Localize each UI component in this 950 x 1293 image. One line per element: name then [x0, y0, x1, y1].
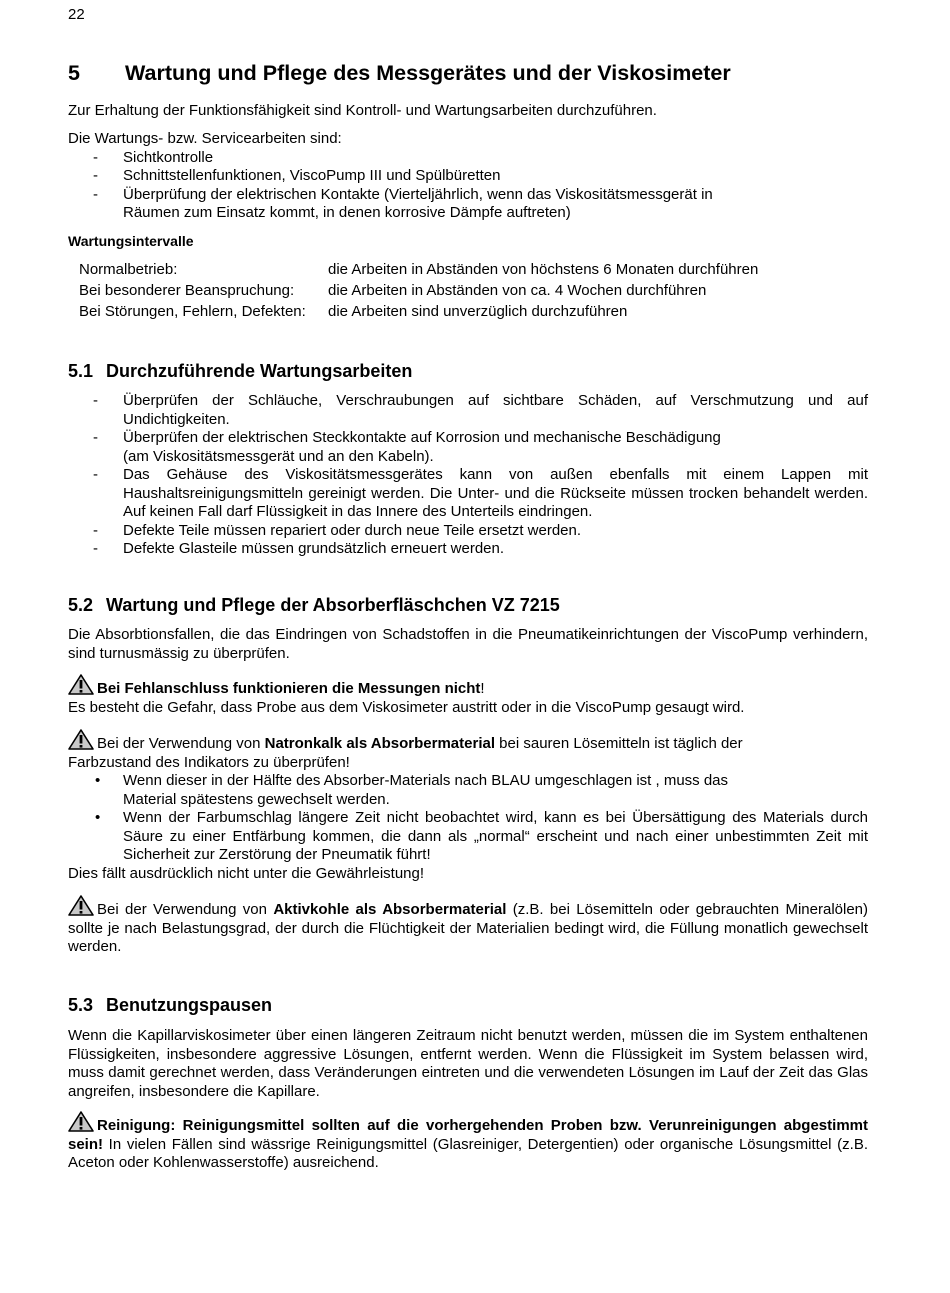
table-row: Bei besonderer Beanspruchung: die Arbeiten in Abständen von ca. 4 Wochen durchführen	[79, 282, 707, 299]
table-row: Normalbetrieb: die Arbeiten in Abständen von höchstens 6 Monaten durchführen	[79, 261, 759, 278]
warning-triangle-icon	[68, 674, 94, 695]
warning-reinigung: Reinigung: Reinigungsmittel sollten auf die vorhergehenden Proben bzw. Verunreinigungen abgestimmt sein! In vielen Fällen sind wässrige Reinigungsmittel (Glasreiniger, Detergentien) oder organische Lösungsmittel (z.B. Aceton oder Kohlenwasserstoffe) ausreichend.	[68, 1111, 868, 1173]
warning-aktivkohle: Bei der Verwendung von Aktivkohle als Absorbermaterial (z.B. bei Lösemitteln oder gebrauchten Mineralölen) sollte je nach Belastungsgrad, der durch die Flüchtigkeit der Materialien bedingt wird, die Füllung monatlich gewechselt werden.	[68, 895, 868, 957]
maintenance-list	[68, 392, 868, 559]
service-intro: Die Wartungs- bzw. Servicearbeiten sind:	[68, 130, 342, 147]
intro-paragraph: Zur Erhaltung der Funktionsfähigkeit sind Kontroll- und Wartungsarbeiten durchzuführen.	[68, 102, 657, 119]
warning-fehlanschluss: Bei Fehlanschluss funktionieren die Messungen nicht! Es besteht die Gefahr, dass Probe aus dem Viskosimeter austritt oder in die ViscoPump gesaugt wird.	[68, 674, 868, 717]
page-number: 22	[68, 6, 85, 23]
list-item: - Defekte Glasteile müssen grundsätzlich erneuert werden.	[93, 540, 505, 557]
list-item: • Wenn der Farbumschlag längere Zeit nicht beobachtet wird, kann es bei Übersättigung des Materials durch Säure zu einer Entfärbung kommen, die dann als „normal“ erscheint und nach einer unbestimmten Zeit mit Sicherheit zur Zerstörung der Pneumatik führt!	[95, 809, 868, 863]
natronkalk-bullets	[68, 772, 868, 865]
list-item: - Überprüfung der elektrischen Kontakte (Vierteljährlich, wenn das Viskositätsmessgerät in Räumen zum Einsatz kommt, in denen korrosive Dämpfe auftreten)	[93, 185, 713, 221]
list-item: - Schnittstellenfunktionen, ViscoPump III und Spülbüretten	[93, 167, 501, 184]
list-item: - Sichtkontrolle	[93, 148, 214, 166]
warning-triangle-icon	[68, 1111, 94, 1132]
warning-triangle-icon	[68, 729, 94, 750]
warning-natronkalk: Bei der Verwendung von Natronkalk als Absorbermaterial bei sauren Lösemitteln ist täglich der Farbzustand des Indikators zu überprüfen! • Wenn dieser in der Hälfte des Absorber-Materials nach BLAU umgeschlagen ist , muss das Material spätestens gewechselt werden. • Wenn der Farbumschlag längere Zeit nicht beobachtet wird, kann es bei Übersättigung des Materials durch Säure zu einer Entfärbung kommen, die dann als „normal“ erscheint und nach einer unbestimmten Zeit mit Sicherheit zur Zerstörung der Pneumatik führt! Dies fällt ausdrücklich nicht unter die Gewährleistung!	[68, 729, 868, 883]
table-row: Bei Störungen, Fehlern, Defekten: die Arbeiten sind unverzüglich durchzuführen	[79, 303, 628, 320]
section-heading-5-1: 5.1 Durchzuführende Wartungsarbeiten	[68, 361, 413, 381]
list-item: - Defekte Teile müssen repariert oder durch neue Teile ersetzt werden.	[93, 521, 582, 539]
section-heading-5-3: 5.3 Benutzungspausen	[68, 995, 273, 1015]
intervals-heading: Wartungsintervalle	[68, 233, 194, 249]
pauses-paragraph: Wenn die Kapillarviskosimeter über einen längeren Zeitraum nicht benutzt werden, müssen die im System enthaltenen Flüssigkeiten, insbesondere aggressive Lösungen, entfernt werden. Wenn die Flüssigkeit im System belassen wird, muss damit gerechnet werden, dass Veränderungen eintreten und die verwendeten Lösungen im Lauf der Zeit das Glas angreifen, insbesondere die Kapillare.	[68, 1027, 868, 1100]
chapter-title: Wartung und Pflege des Messgerätes und der Viskosimeter	[125, 61, 731, 85]
list-item: - Überprüfen der elektrischen Steckkontakte auf Korrosion und mechanische Beschädigung (am Viskositätsmessgerät und an den Kabeln).	[93, 429, 721, 465]
service-section	[68, 130, 868, 223]
list-item: - Überprüfen der Schläuche, Verschraubungen auf sichtbare Schäden, auf Verschmutzung und auf Undichtigkeiten.	[93, 392, 868, 428]
warranty-note: Dies fällt ausdrücklich nicht unter die Gewährleistung!	[68, 864, 425, 882]
section-heading-5-2: 5.2 Wartung und Pflege der Absorberfläschchen VZ 7215	[68, 595, 560, 615]
chapter-heading	[68, 61, 731, 86]
chapter-number: 5	[68, 61, 80, 85]
intervals-table	[68, 261, 758, 324]
service-list	[68, 149, 868, 223]
list-item: - Das Gehäuse des Viskositätsmessgerätes kann von außen ebenfalls mit einem Lappen mit Haushaltsreinigungsmitteln gereinigt werden. Die Unter- und die Rückseite müssen trocken behandelt werden. Auf keinen Fall darf Flüssigkeit in das Innere des Unterteils eindringen.	[93, 466, 868, 520]
list-item: • Wenn dieser in der Hälfte des Absorber-Materials nach BLAU umgeschlagen ist , muss das Material spätestens gewechselt werden.	[95, 772, 729, 808]
absorber-intro: Die Absorbtionsfallen, die das Eindringen von Schadstoffen in die Pneumatikeinrichtungen der ViscoPump verhindern, sind turnusmässig zu überprüfen.	[68, 626, 868, 662]
warning-triangle-icon	[68, 895, 94, 916]
